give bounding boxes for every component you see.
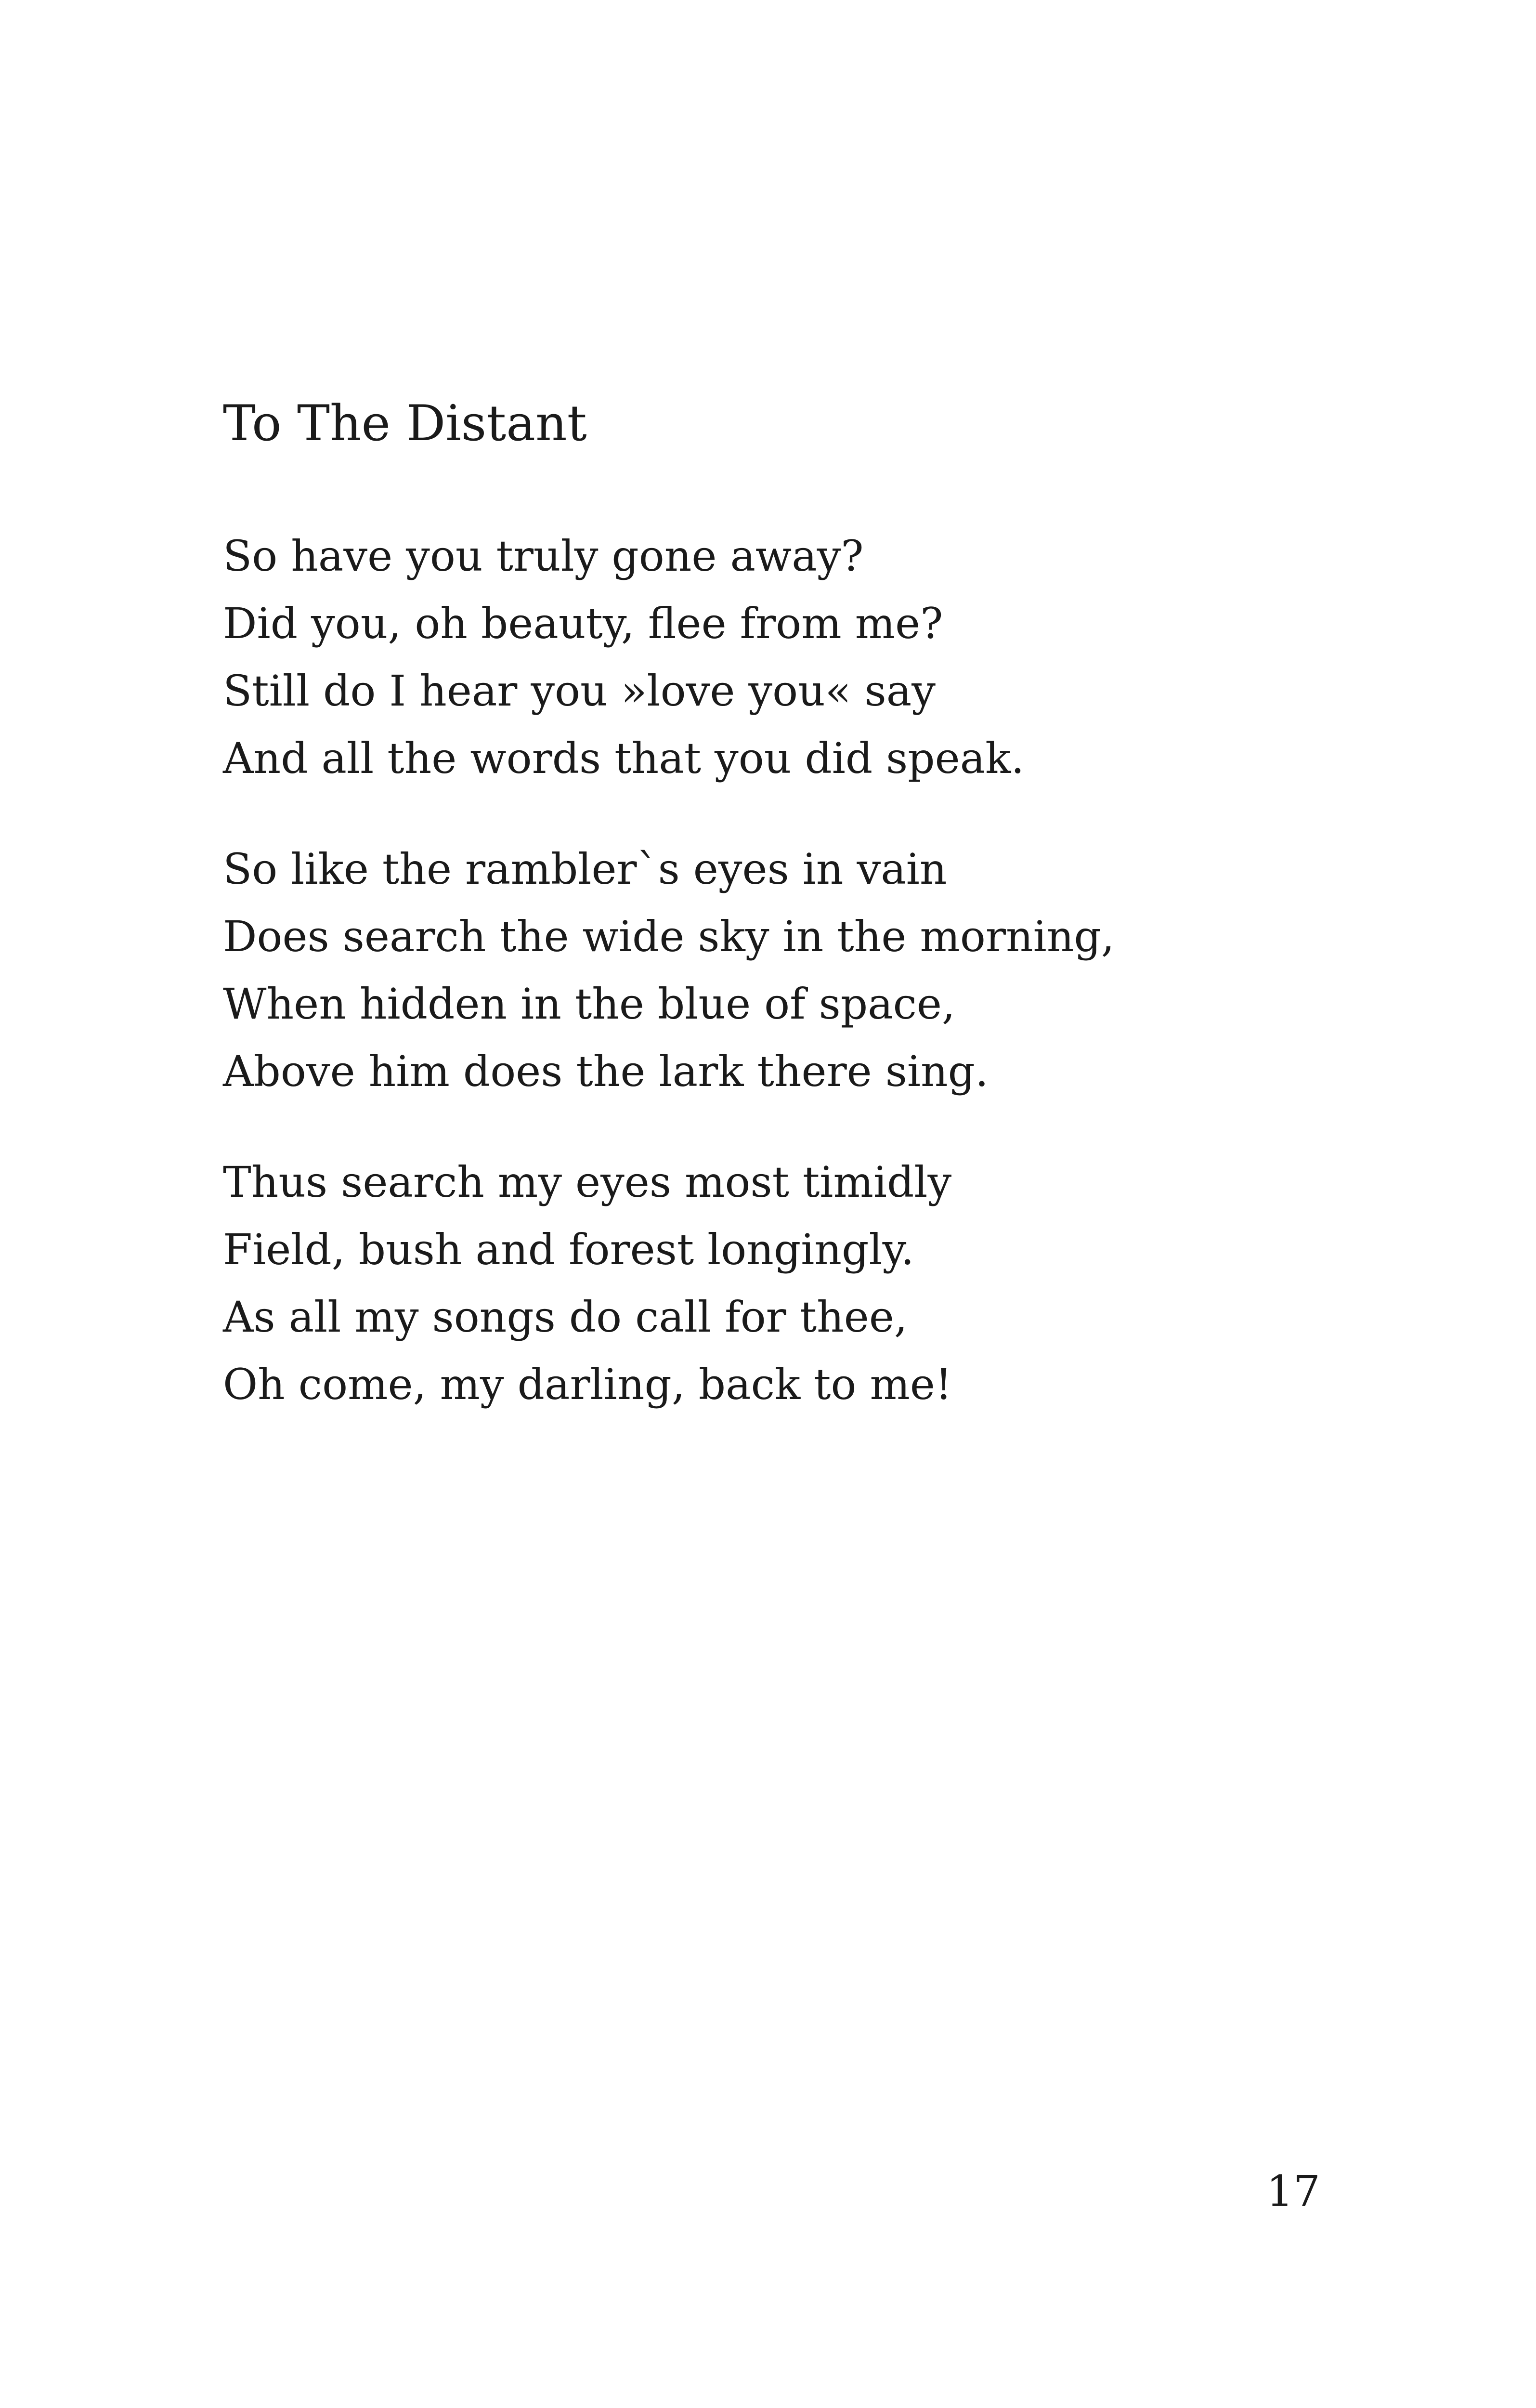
poem-line: And all the words that you did speak. xyxy=(223,733,1025,783)
poem-line: Thus search my eyes most timidly xyxy=(223,1157,952,1207)
poem-line: Did you, oh beauty, flee from me? xyxy=(223,599,943,648)
poem-line: Oh come, my darling, back to me! xyxy=(223,1360,952,1409)
poem-line: Still do I hear you »love you« say xyxy=(223,666,936,716)
poem-line: Field, bush and forest longingly. xyxy=(223,1225,914,1274)
stanza-1 xyxy=(223,523,1427,792)
poem-line: So like the rambler`s eyes in vain xyxy=(223,844,947,894)
poem-line: As all my songs do call for thee, xyxy=(223,1292,908,1342)
poem-body xyxy=(223,523,1427,1462)
poem-line: Does search the wide sky in the morning, xyxy=(223,912,1115,961)
poem-line: When hidden in the blue of space, xyxy=(223,979,955,1029)
poem-line: So have you truly gone away? xyxy=(223,531,864,581)
poem-line: Above him does the lark there sing. xyxy=(223,1047,989,1096)
stanza-2 xyxy=(223,836,1427,1105)
poem-title: To The Distant xyxy=(223,395,587,452)
page-number: 17 xyxy=(1266,2166,1320,2216)
stanza-3 xyxy=(223,1149,1427,1418)
